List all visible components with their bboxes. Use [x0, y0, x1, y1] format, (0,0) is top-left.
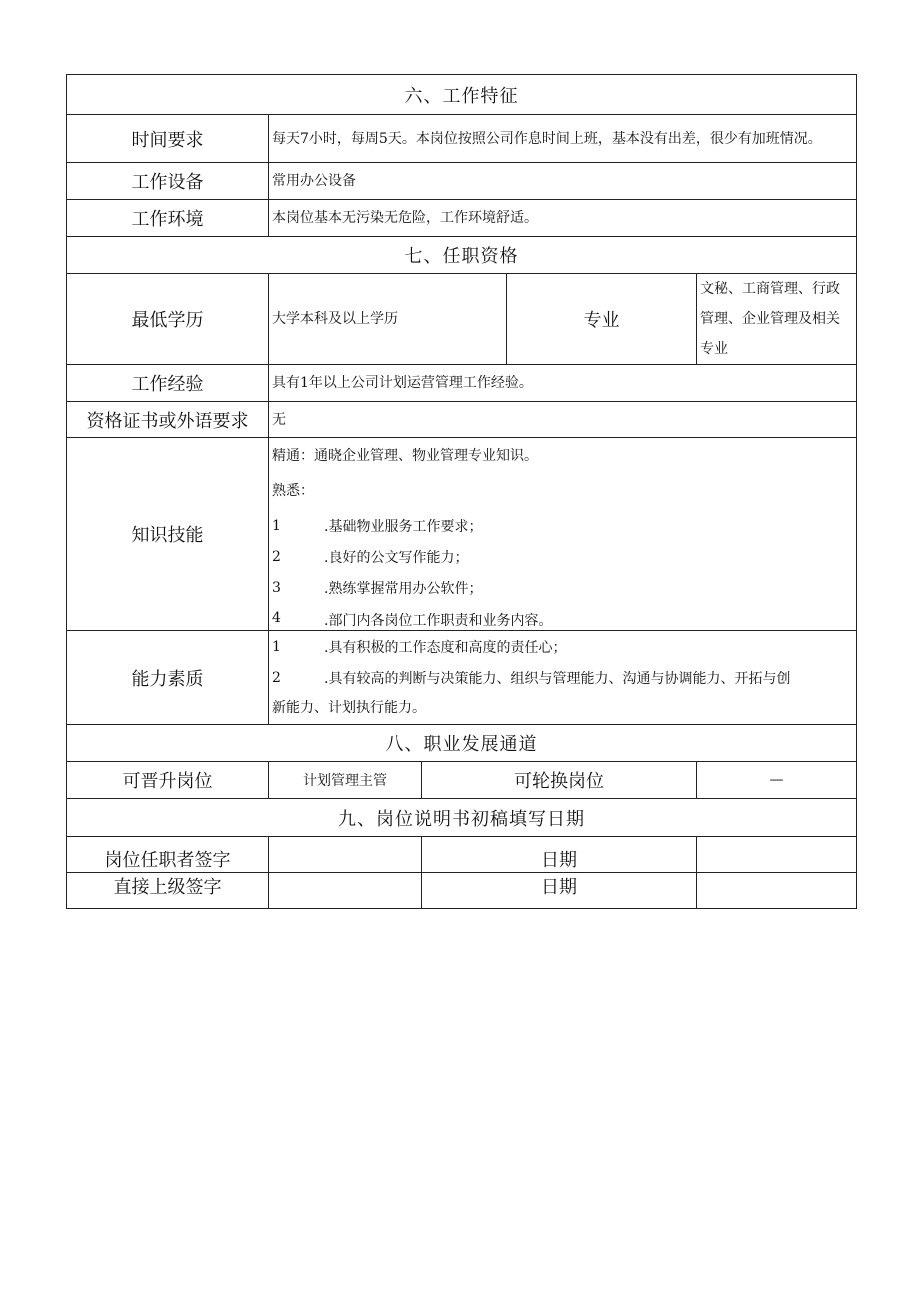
- list-text: .熟练掌握常用办公软件；: [324, 580, 483, 597]
- experience-value: 具有1年以上公司计划运营管理工作经验。: [269, 365, 857, 402]
- list-item: [272, 603, 853, 630]
- knowledge-master: 精通：通晓企业管理、物业管理专业知识。: [272, 448, 538, 464]
- major-label: 专业: [507, 274, 697, 365]
- section-career: 八、职业发展通道: [67, 725, 857, 762]
- list-text: .具有积极的工作态度和高度的责任心；: [324, 639, 567, 656]
- list-item: [272, 631, 853, 662]
- certificate-label: 资格证书或外语要求: [67, 402, 269, 438]
- list-text: .部门内各岗位工作职责和业务内容。: [324, 613, 553, 629]
- superior-signature-field[interactable]: [269, 873, 422, 909]
- time-requirement-label: 时间要求: [67, 115, 269, 163]
- list-text: .基础物业服务工作要求；: [324, 518, 483, 535]
- certificate-value: 无: [269, 402, 857, 438]
- ability-value: [269, 631, 857, 725]
- promotion-value: 计划管理主管: [269, 762, 422, 799]
- knowledge-label: 知识技能: [67, 438, 269, 631]
- equipment-value: 常用办公设备: [269, 163, 857, 200]
- list-number: 2: [272, 669, 281, 686]
- list-item: [272, 510, 853, 541]
- rotation-value: —: [697, 762, 857, 799]
- superior-signature-label: 直接上级签字: [67, 873, 269, 909]
- environment-label: 工作环境: [67, 200, 269, 237]
- list-number: 4: [272, 610, 281, 626]
- ability-label: 能力素质: [67, 631, 269, 725]
- section-qualifications: 七、任职资格: [67, 237, 857, 274]
- experience-label: 工作经验: [67, 365, 269, 402]
- holder-signature-field[interactable]: [269, 837, 422, 873]
- holder-date-label: 日期: [422, 837, 697, 873]
- ability-continuation: 新能力、计划执行能力。: [272, 700, 426, 716]
- list-item: [272, 541, 853, 572]
- section-date-fill: 九、岗位说明书初稿填写日期: [67, 799, 857, 837]
- environment-value: 本岗位基本无污染无危险，工作环境舒适。: [269, 200, 857, 237]
- superior-date-field[interactable]: [697, 873, 857, 909]
- education-label: 最低学历: [67, 274, 269, 365]
- equipment-label: 工作设备: [67, 163, 269, 200]
- holder-date-field[interactable]: [697, 837, 857, 873]
- time-requirement-value: 每天7小时，每周5天。本岗位按照公司作息时间上班，基本没有出差，很少有加班情况。: [269, 115, 857, 163]
- education-value: 大学本科及以上学历: [269, 274, 507, 365]
- list-item: [272, 572, 853, 603]
- list-text: .良好的公文写作能力；: [324, 549, 469, 566]
- knowledge-value: [269, 438, 857, 631]
- list-number: 1: [272, 638, 281, 655]
- list-number: 2: [272, 548, 281, 565]
- promotion-label: 可晋升岗位: [67, 762, 269, 799]
- list-number: 1: [272, 517, 281, 534]
- job-description-form: [66, 74, 857, 909]
- rotation-label: 可轮换岗位: [422, 762, 697, 799]
- list-item: [272, 662, 853, 693]
- holder-signature-label: 岗位任职者签字: [67, 837, 269, 873]
- knowledge-familiar: 熟悉：: [272, 483, 314, 499]
- superior-date-label: 日期: [422, 873, 697, 909]
- list-number: 3: [272, 579, 281, 596]
- list-text: .具有较高的判断与决策能力、组织与管理能力、沟通与协调能力、开拓与创: [324, 670, 791, 687]
- section-work-features: 六、工作特征: [67, 75, 857, 115]
- major-value: 文秘、工商管理、行政管理、企业管理及相关专业: [697, 274, 857, 365]
